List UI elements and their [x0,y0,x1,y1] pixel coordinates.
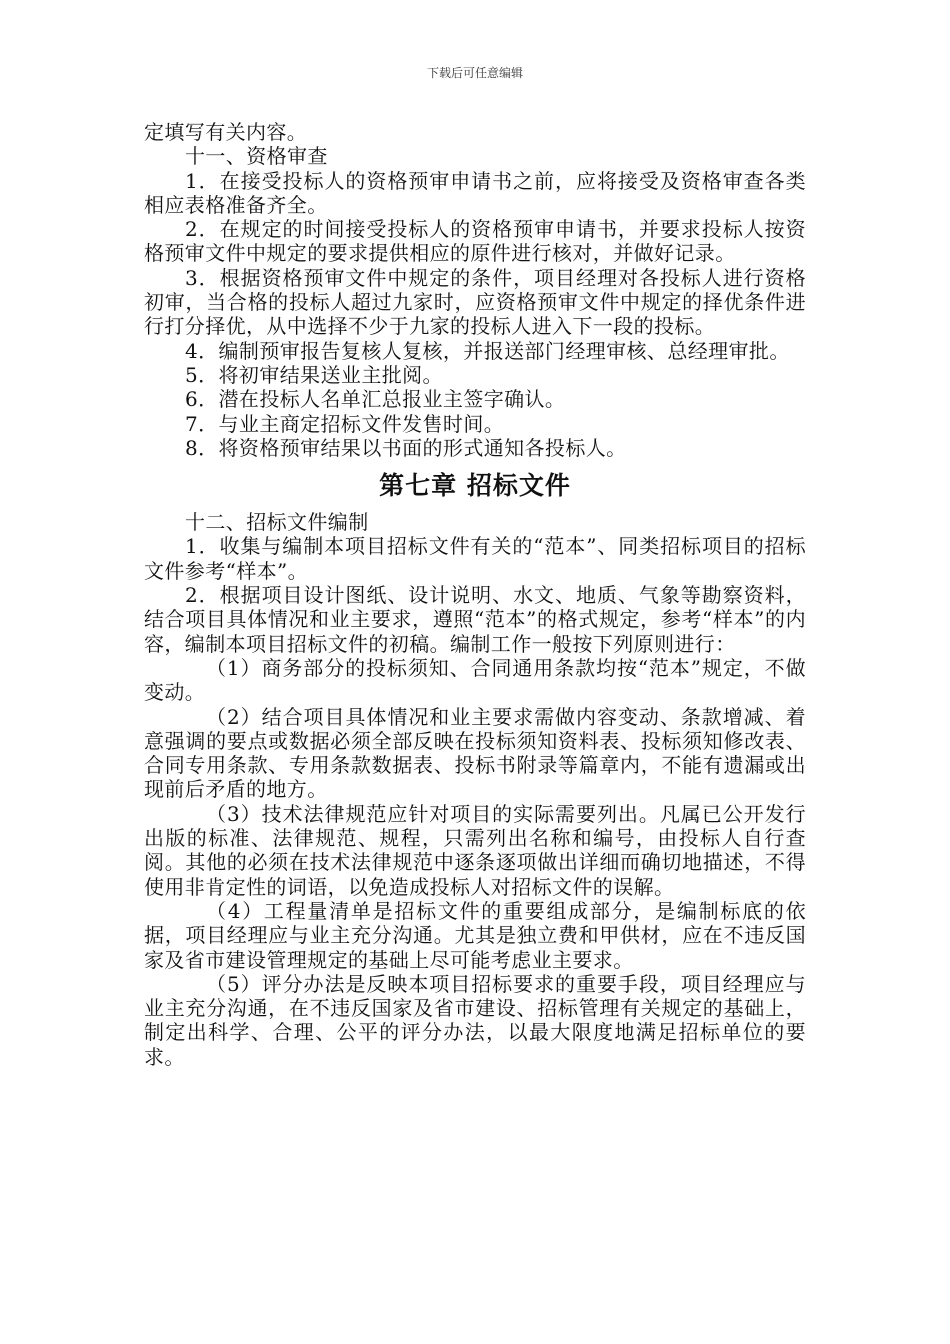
paragraph: （4）工程量清单是招标文件的重要组成部分，是编制标底的依据，项目经理应与业主充分沟通。尤其是独立费和甲供材，应在不违反国家及省市建设管理规定的基础上尽可能考虑业主要求。 [144,898,806,972]
paragraph: （5）评分办法是反映本项目招标要求的重要手段，项目经理应与业主充分沟通，在不违反国家及省市建设、招标管理有关规定的基础上，制定出科学、合理、公平的评分办法，以最大限度地满足招标单位的要求。 [144,971,806,1069]
paragraph: （1）商务部分的投标须知、合同通用条款均按“范本”规定，不做变动。 [144,655,806,705]
paragraph: 7．与业主商定招标文件发售时间。 [185,411,505,436]
paragraph: 8．将资格预审结果以书面的形式通知各投标人。 [185,435,627,460]
paragraph: 2．在规定的时间接受投标人的资格预审申请书，并要求投标人按资格预审文件中规定的要求提供相应的原件进行核对，并做好记录。 [144,217,806,266]
paragraph: 5．将初审结果送业主批阅。 [185,362,443,387]
paragraph: 2．根据项目设计图纸、设计说明、水文、地质、气象等勘察资料，结合项目具体情况和业主要求，遵照“范本”的格式规定，参考“样本”的内容，编制本项目招标文件的初稿。编制工作一般按下列原则进行： [144,583,806,656]
paragraph: 十二、招标文件编制 [185,510,369,535]
paragraph: 4．编制预审报告复核人复核，并报送部门经理审核、总经理审批。 [185,338,790,363]
document-body [144,120,806,1069]
paragraph: 6．潜在投标人名单汇总报业主签字确认。 [185,387,566,412]
paragraph: （3）技术法律规范应针对项目的实际需要列出。凡属已公开发行出版的标准、法律规范、规程，只需列出名称和编号，由投标人自行查阅。其他的必须在技术法律规范中逐条逐项做出详细而确切地描述，不得使用非肯定性的词语，以免造成投标人对招标文件的误解。 [144,801,806,899]
section-qualification-review [144,120,806,460]
paragraph: 十一、资格审查 [185,144,328,169]
section-tender-documents [144,510,806,1069]
paragraph: 1．收集与编制本项目招标文件有关的“范本”、同类招标项目的招标文件参考“样本”。 [144,534,806,583]
paragraph: 1．在接受投标人的资格预审申请书之前，应将接受及资格审查各类相应表格准备齐全。 [144,168,806,217]
paragraph: （2）结合项目具体情况和业主要求需做内容变动、条款增减、着意强调的要点或数据必须全部反映在投标须知资料表、投标须知修改表、合同专用条款、专用条款数据表、投标书附录等篇章内，不能有遗漏或出现前后矛盾的地方。 [144,704,806,802]
chapter-title: 第七章 招标文件 [379,471,571,501]
page-header: 下载后可任意编辑 [426,66,523,80]
paragraph: 3．根据资格预审文件中规定的条件，项目经理对各投标人进行资格初审，当合格的投标人超过九家时，应资格预审文件中规定的择优条件进行打分择优，从中选择不少于九家的投标人进入下一段的投标。 [144,265,806,339]
paragraph: 定填写有关内容。 [144,120,308,144]
